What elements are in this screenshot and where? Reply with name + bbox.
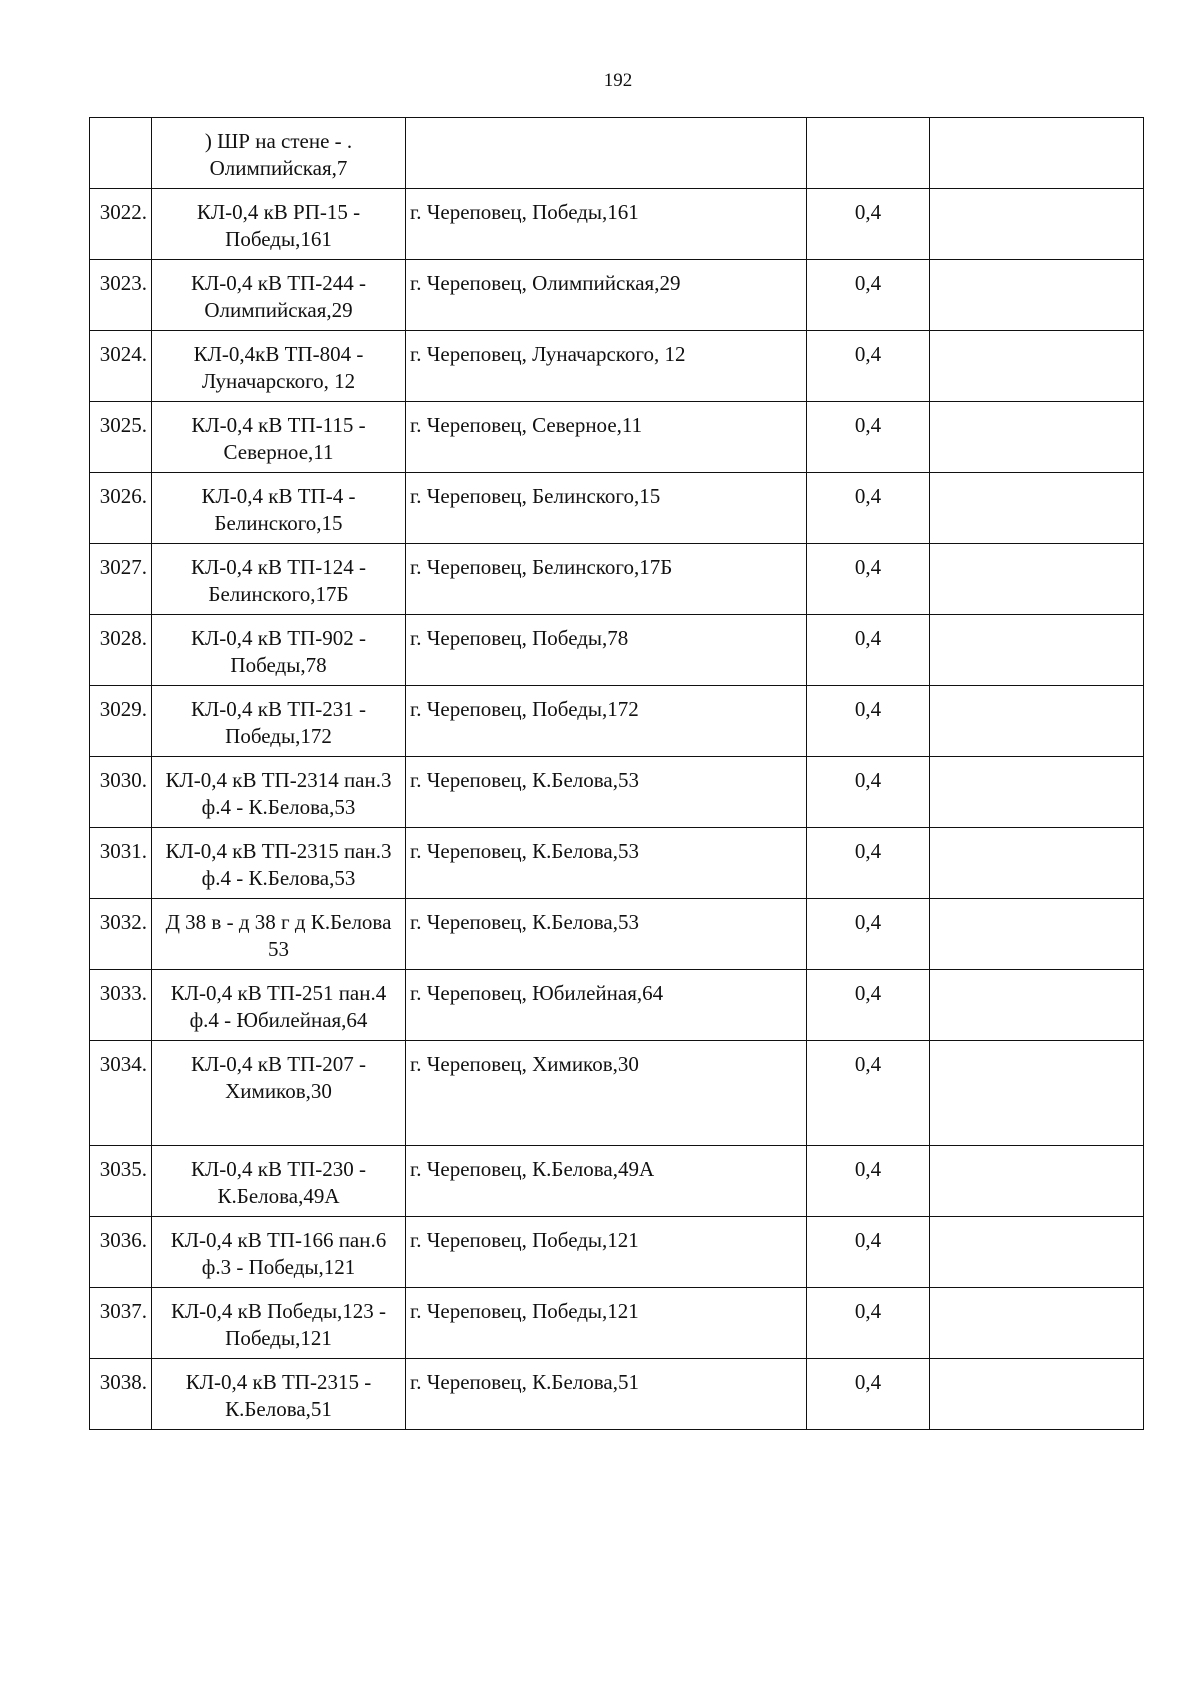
table-row (90, 1041, 1144, 1146)
table-row (90, 402, 1144, 473)
row-number-cell: 3035. (90, 1146, 152, 1217)
line-name-cell: КЛ-0,4 кВ ТП-2314 пан.3 ф.4 - К.Белова,53 (152, 757, 406, 828)
row-number-cell: 3038. (90, 1359, 152, 1430)
notes-cell (930, 1288, 1144, 1359)
voltage-cell: 0,4 (807, 331, 930, 402)
voltage-cell: 0,4 (807, 828, 930, 899)
address-cell: г. Череповец, Победы,121 (406, 1288, 807, 1359)
address-cell: г. Череповец, Победы,161 (406, 189, 807, 260)
notes-cell (930, 970, 1144, 1041)
address-cell: г. Череповец, К.Белова,53 (406, 757, 807, 828)
table-row (90, 757, 1144, 828)
row-number-cell: 3036. (90, 1217, 152, 1288)
row-number-cell: 3025. (90, 402, 152, 473)
voltage-cell: 0,4 (807, 1288, 930, 1359)
row-number-cell: 3032. (90, 899, 152, 970)
address-cell: г. Череповец, Белинского,17Б (406, 544, 807, 615)
table-row (90, 1146, 1144, 1217)
line-name-cell: КЛ-0,4 кВ РП-15 - Победы,161 (152, 189, 406, 260)
notes-cell (930, 189, 1144, 260)
voltage-cell: 0,4 (807, 189, 930, 260)
voltage-cell: 0,4 (807, 686, 930, 757)
voltage-cell: 0,4 (807, 1359, 930, 1430)
voltage-cell: 0,4 (807, 1041, 930, 1146)
row-number-cell: 3031. (90, 828, 152, 899)
table-row (90, 1217, 1144, 1288)
table-row (90, 189, 1144, 260)
line-name-cell: Д 38 в - д 38 г д К.Белова 53 (152, 899, 406, 970)
table-row (90, 1288, 1144, 1359)
line-name-cell: КЛ-0,4 кВ ТП-166 пан.6 ф.3 - Победы,121 (152, 1217, 406, 1288)
notes-cell (930, 757, 1144, 828)
page-number: 192 (603, 70, 633, 91)
row-number-cell (90, 118, 152, 189)
line-name-cell: КЛ-0,4 кВ ТП-251 пан.4 ф.4 - Юбилейная,64 (152, 970, 406, 1041)
line-name-cell: КЛ-0,4 кВ ТП-230 - К.Белова,49А (152, 1146, 406, 1217)
notes-cell (930, 686, 1144, 757)
notes-cell (930, 1217, 1144, 1288)
line-name-cell: ) ШР на стене - . Олимпийская,7 (152, 118, 406, 189)
voltage-cell: 0,4 (807, 544, 930, 615)
address-cell: г. Череповец, Белинского,15 (406, 473, 807, 544)
voltage-cell: 0,4 (807, 260, 930, 331)
notes-cell (930, 899, 1144, 970)
line-name-cell: КЛ-0,4 кВ ТП-4 - Белинского,15 (152, 473, 406, 544)
notes-cell (930, 260, 1144, 331)
line-name-cell: КЛ-0,4 кВ Победы,123 - Победы,121 (152, 1288, 406, 1359)
line-name-cell: КЛ-0,4 кВ ТП-115 - Северное,11 (152, 402, 406, 473)
table-row (90, 473, 1144, 544)
table-row (90, 615, 1144, 686)
notes-cell (930, 544, 1144, 615)
notes-cell (930, 1359, 1144, 1430)
table-row (90, 331, 1144, 402)
voltage-cell: 0,4 (807, 1217, 930, 1288)
notes-cell (930, 118, 1144, 189)
line-name-cell: КЛ-0,4 кВ ТП-244 - Олимпийская,29 (152, 260, 406, 331)
address-cell: г. Череповец, Химиков,30 (406, 1041, 807, 1146)
table-row (90, 970, 1144, 1041)
address-cell: г. Череповец, Победы,78 (406, 615, 807, 686)
notes-cell (930, 1041, 1144, 1146)
voltage-cell: 0,4 (807, 1146, 930, 1217)
table-row (90, 899, 1144, 970)
address-cell: г. Череповец, К.Белова,53 (406, 828, 807, 899)
voltage-cell: 0,4 (807, 402, 930, 473)
line-name-cell: КЛ-0,4 кВ ТП-902 - Победы,78 (152, 615, 406, 686)
row-number-cell: 3024. (90, 331, 152, 402)
row-number-cell: 3029. (90, 686, 152, 757)
line-name-cell: КЛ-0,4 кВ ТП-207 - Химиков,30 (152, 1041, 406, 1146)
row-number-cell: 3034. (90, 1041, 152, 1146)
voltage-cell (807, 118, 930, 189)
table-row (90, 260, 1144, 331)
row-number-cell: 3033. (90, 970, 152, 1041)
row-number-cell: 3026. (90, 473, 152, 544)
notes-cell (930, 331, 1144, 402)
line-name-cell: КЛ-0,4 кВ ТП-124 - Белинского,17Б (152, 544, 406, 615)
voltage-cell: 0,4 (807, 473, 930, 544)
row-number-cell: 3028. (90, 615, 152, 686)
row-number-cell: 3030. (90, 757, 152, 828)
address-cell: г. Череповец, Олимпийская,29 (406, 260, 807, 331)
address-cell: г. Череповец, Победы,172 (406, 686, 807, 757)
address-cell: г. Череповец, К.Белова,53 (406, 899, 807, 970)
line-name-cell: КЛ-0,4 кВ ТП-2315 - К.Белова,51 (152, 1359, 406, 1430)
table-row (90, 828, 1144, 899)
table-row (90, 118, 1144, 189)
notes-cell (930, 402, 1144, 473)
line-name-cell: КЛ-0,4 кВ ТП-231 - Победы,172 (152, 686, 406, 757)
line-name-cell: КЛ-0,4кВ ТП-804 - Луначарского, 12 (152, 331, 406, 402)
row-number-cell: 3023. (90, 260, 152, 331)
address-cell: г. Череповец, Юбилейная,64 (406, 970, 807, 1041)
row-number-cell: 3037. (90, 1288, 152, 1359)
table-row (90, 1359, 1144, 1430)
notes-cell (930, 1146, 1144, 1217)
voltage-cell: 0,4 (807, 757, 930, 828)
table-row (90, 544, 1144, 615)
cable-lines-table (89, 117, 1144, 1430)
address-cell: г. Череповец, Северное,11 (406, 402, 807, 473)
row-number-cell: 3022. (90, 189, 152, 260)
notes-cell (930, 473, 1144, 544)
address-cell: г. Череповец, Победы,121 (406, 1217, 807, 1288)
table-row (90, 686, 1144, 757)
address-cell: г. Череповец, К.Белова,49А (406, 1146, 807, 1217)
voltage-cell: 0,4 (807, 615, 930, 686)
address-cell: г. Череповец, Луначарского, 12 (406, 331, 807, 402)
line-name-cell: КЛ-0,4 кВ ТП-2315 пан.3 ф.4 - К.Белова,53 (152, 828, 406, 899)
voltage-cell: 0,4 (807, 970, 930, 1041)
address-cell: г. Череповец, К.Белова,51 (406, 1359, 807, 1430)
notes-cell (930, 615, 1144, 686)
voltage-cell: 0,4 (807, 899, 930, 970)
row-number-cell: 3027. (90, 544, 152, 615)
address-cell (406, 118, 807, 189)
notes-cell (930, 828, 1144, 899)
